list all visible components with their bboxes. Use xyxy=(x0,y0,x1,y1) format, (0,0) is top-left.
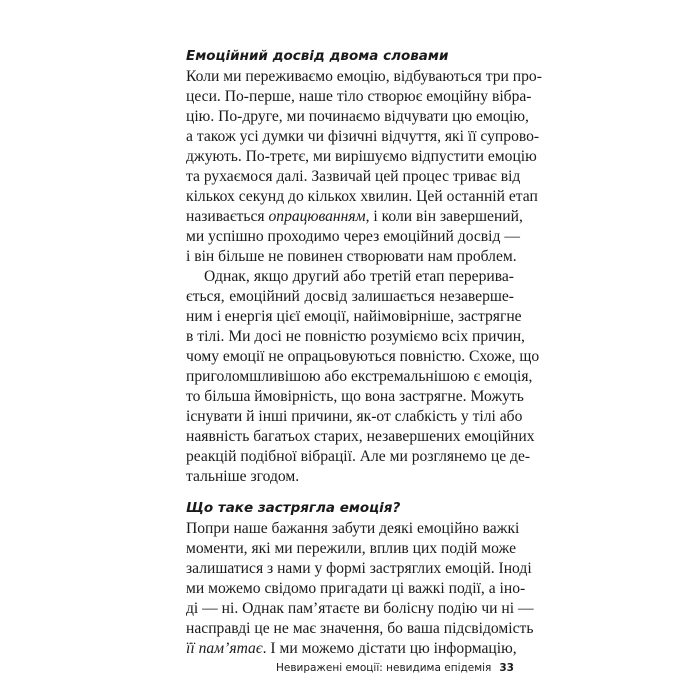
text-line: ми можемо свідомо пригадати ці важкі події, а іно- xyxy=(186,580,526,597)
emphasized-word: пам’ятає xyxy=(198,640,263,657)
emphasized-word: її xyxy=(186,640,195,657)
text-line: цію. По-друге, ми починаємо відчувати цю емоцію, xyxy=(186,108,529,125)
text-line: реакцій подібної вібрації. Але ми розглянемо це де- xyxy=(186,448,531,465)
text-line: залишатися з нами у формі застряглих емоцій. Іноді xyxy=(186,560,532,577)
text-line: існувати й інші причини, як-от слабкість у тілі або xyxy=(186,408,523,425)
text-fragment: називається xyxy=(186,208,269,225)
text-line: кількох секунд до кількох хвилин. Цей останній етап xyxy=(186,188,538,205)
text-line: ється, емоційний досвід залишається незаверше- xyxy=(186,288,514,305)
text-line-with-emphasis xyxy=(186,639,517,658)
section-heading-stuck-emotion: Що таке застрягла емоція? xyxy=(186,500,401,516)
text-line: то більша ймовірність, що вона застрягне. Можуть xyxy=(186,388,524,405)
running-title: Невиражені емоції: невидима епідемія xyxy=(275,662,492,674)
text-line: насправді це не має значення, бо ваша підсвідомість xyxy=(186,620,534,637)
text-line: ді — ні. Однак пам’ятаєте ви болісну подію чи ні — xyxy=(186,600,534,617)
text-line-with-emphasis xyxy=(186,207,523,226)
emphasized-term: опрацюванням xyxy=(268,208,366,225)
text-fragment: . І ми можемо дістати цю інформацію, xyxy=(262,640,517,657)
text-line: ми успішно проходимо через емоційний досвід — xyxy=(186,228,520,245)
text-line: Коли ми переживаємо емоцію, відбуваються три про- xyxy=(186,68,542,85)
text-line: приголомшливішою або екстремальнішою є емоція, xyxy=(186,368,533,385)
text-line: ним і енергія цієї емоції, найімовірніше, застрягне xyxy=(186,308,522,325)
text-line: чому емоції не опрацьовуються повністю. Схоже, що xyxy=(186,348,540,365)
text-line: цеси. По-перше, наше тіло створює емоційну вібра- xyxy=(186,88,532,105)
text-line: тальніше згодом. xyxy=(186,468,300,485)
page-number: 33 xyxy=(499,662,514,674)
text-line: джують. По-третє, ми вирішуємо відпустити емоцію xyxy=(186,148,537,165)
text-line: а також усі думки чи фізичні відчуття, які її супрово- xyxy=(186,128,540,145)
text-line: наявність багатьох старих, незавершених емоційних xyxy=(186,428,535,445)
text-line: Однак, якщо другий або третій етап перерива- xyxy=(204,268,514,285)
text-line: моменти, які ми пережили, вплив цих подій може xyxy=(186,540,517,557)
text-fragment: , і коли він завершений, xyxy=(365,208,523,225)
text-line: в тілі. Ми досі не повністю розуміємо всіх причин, xyxy=(186,328,525,345)
text-line: та рухаємося далі. Зазвичай цей процес триває від xyxy=(186,168,521,185)
page-footer xyxy=(186,661,514,675)
text-line: Попри наше бажання забути деякі емоційно важкі xyxy=(186,520,520,537)
section-heading-emotional-experience: Емоційний досвід двома словами xyxy=(186,48,449,64)
text-line: і він більше не повинен створювати нам проблем. xyxy=(186,248,517,265)
